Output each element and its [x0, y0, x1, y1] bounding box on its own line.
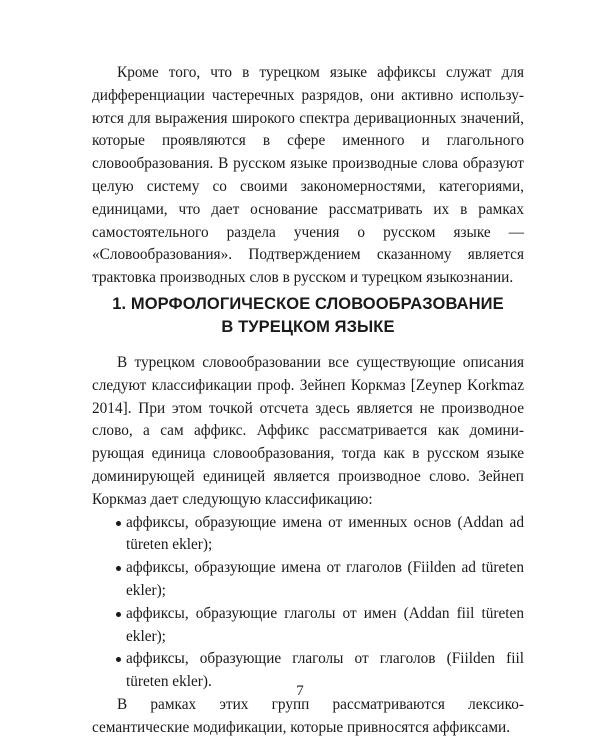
list-item [92, 603, 524, 649]
body-paragraph-2: В рамках этих групп рассматриваются лексико-семантические модификации, которые привносятся аффиксами. [92, 695, 524, 736]
section-heading [92, 293, 524, 339]
section-body [92, 352, 524, 740]
intro-block [92, 62, 524, 290]
affix-classification-list [92, 512, 524, 694]
list-item [92, 512, 524, 558]
section-heading-line1: 1. МОРФОЛОГИЧЕСКОЕ СЛОВООБРАЗОВАНИЕ [112, 295, 504, 313]
list-item-text: аффиксы, образующие глаголы от имен (Addan fiil türeten ekler); [126, 604, 524, 645]
body-paragraph-1: В турецком словообразовании все существующие описания следуют классификации проф. Зейнеп Коркмаз [Zeynep Korkmaz 2014]. При этом точкой отсчета здесь является не производное слово, а сам аффикс. Аффикс рассматривается как доминирующая единица словообразования, тогда как в русском языке доминирующей единицей является производное слово. Зейнеп Коркмаз дает следующую классификацию: [92, 354, 524, 508]
list-item-text: аффиксы, образующие имена от именных основ (Addan ad türeten ekler); [126, 513, 524, 554]
list-item-text: аффиксы, образующие глаголы от глаголов (Fiilden fiil türeten ekler). [126, 650, 524, 691]
list-item-text: аффиксы, образующие имена от глаголов (Fiilden ad türeten ekler); [126, 559, 524, 599]
page-number: 7 [296, 683, 304, 699]
intro-paragraph: Кроме того, что в турецком языке аффиксы служат для дифференциации частеречных разрядов, они активно используются для выражения широкого спектра деривационных значений, которые проявляются в сфере именного и глагольного словообразования. В русском языке производные слова образуют целую систему со своими закономерностями, категориями, единицами, что дает основание рассматривать их в рамках самостоятельного раздела учения о русском языке — «Словообразования». Подтверждением сказанному является трактовка производных слов в русском и турецком языкознании. [92, 64, 524, 287]
list-item [92, 557, 524, 603]
section-heading-line2: В ТУРЕЦКОМ ЯЗЫКЕ [221, 318, 395, 336]
